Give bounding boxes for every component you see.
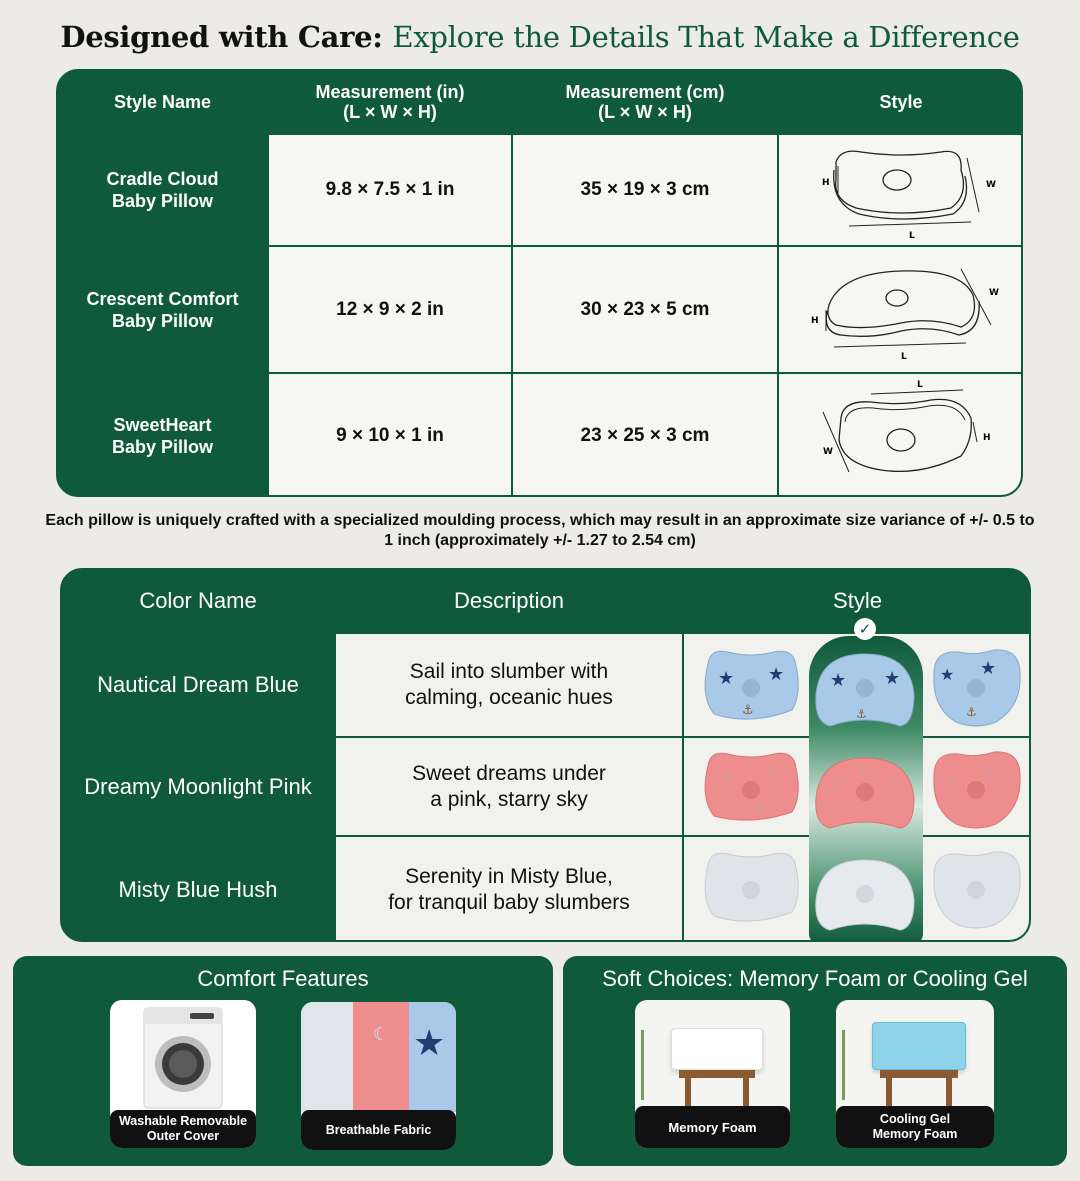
pillow-misty-heart <box>926 846 1026 932</box>
row-cm-sweetheart: 23 × 25 × 3 cm <box>513 374 777 497</box>
stool-leg <box>886 1078 892 1106</box>
color-desc-nautical: Sail into slumber with calming, oceanic hues <box>336 634 682 736</box>
pillow-misty-cradle <box>698 846 804 932</box>
foam-choices-title: Soft Choices: Memory Foam or Cooling Gel <box>602 966 1028 991</box>
size-table <box>56 69 1023 497</box>
header-style: Style <box>833 588 882 613</box>
label-w: W <box>989 287 999 298</box>
memory-foam-block <box>671 1028 763 1070</box>
color-desc-misty: Serenity in Misty Blue, for tranquil baby slumbers <box>336 837 682 942</box>
header-description: Description <box>453 588 565 613</box>
pillow-misty-crescent <box>810 850 920 934</box>
svg-text:★: ★ <box>830 670 847 690</box>
washing-machine-icon <box>140 1006 226 1110</box>
row-name-sweetheart: SweetHeart Baby Pillow <box>111 414 214 457</box>
comfort-features-title: Comfort Features <box>197 966 369 991</box>
foam-choices-panel <box>563 956 1067 1166</box>
row-cm-crescent-comfort: 30 × 23 × 5 cm <box>513 247 777 372</box>
svg-text:⚓: ⚓ <box>742 702 754 717</box>
label-h: H <box>811 315 819 326</box>
size-variance-note: Each pillow is uniquely crafted with a specialized moulding process, which may result in an approximate size variance of +/- 0.5 to 1 inch (approximately +/- 1.27 to 2.54 cm) <box>45 512 1035 549</box>
breathable-fabric-card <box>301 1002 456 1150</box>
svg-text:★: ★ <box>980 658 997 678</box>
stool-leg <box>743 1078 749 1108</box>
color-name-nautical: Nautical Dream Blue <box>97 672 299 697</box>
comfort-features-panel <box>13 956 553 1166</box>
svg-text:⚓: ⚓ <box>966 705 977 719</box>
pillow-nautical-crescent <box>810 644 920 734</box>
label-w: W <box>823 447 833 457</box>
svg-text:☾: ☾ <box>948 778 957 789</box>
crescent-comfort-outline-icon <box>801 255 1001 365</box>
color-name-pink: Dreamy Moonlight Pink <box>84 773 312 799</box>
moon-icon: ☾ <box>373 1024 390 1044</box>
memory-foam-label: Memory Foam <box>635 1106 790 1148</box>
cooling-gel-label: Cooling Gel Memory Foam <box>836 1106 994 1148</box>
pillow-nautical-cradle <box>698 644 804 730</box>
fabric-pink-swatch <box>353 1002 409 1112</box>
starfish-icon: ★ <box>413 1022 446 1063</box>
cradle-cloud-diagram <box>779 135 1023 245</box>
row-cm-cradle-cloud: 35 × 19 × 3 cm <box>513 135 777 245</box>
label-l: L <box>917 380 923 390</box>
stool-leg <box>685 1078 691 1108</box>
washable-cover-card <box>110 1000 256 1148</box>
fabric-misty-swatch <box>301 1002 353 1112</box>
color-table <box>60 568 1031 942</box>
washable-cover-label: Washable Removable Outer Cover <box>110 1110 256 1148</box>
label-l: L <box>909 231 915 240</box>
title-accent: Explore the Details That Make a Difference <box>392 20 1020 54</box>
breathable-fabric-label: Breathable Fabric <box>301 1110 456 1150</box>
svg-text:☾: ☾ <box>986 768 995 779</box>
svg-text:☾: ☾ <box>770 768 779 779</box>
header-style: Style <box>879 92 923 112</box>
memory-foam-card <box>635 1000 790 1148</box>
svg-text:☾: ☾ <box>758 804 767 815</box>
label-l: L <box>901 351 907 362</box>
page-title <box>0 20 1080 54</box>
svg-text:⚓: ⚓ <box>856 707 867 721</box>
color-name-misty: Misty Blue Hush <box>118 876 278 902</box>
header-measurement-cm: Measurement (cm) (L × W × H) <box>565 82 725 122</box>
check-icon: ✓ <box>854 618 876 640</box>
color-desc-pink: Sweet dreams under a pink, starry sky <box>336 738 682 835</box>
row-name-cradle-cloud: Cradle Cloud Baby Pillow <box>106 169 219 211</box>
pillow-pink-heart <box>926 746 1026 832</box>
pillow-pink-crescent <box>810 748 920 834</box>
row-inches-sweetheart: 9 × 10 × 1 in <box>269 374 511 497</box>
svg-text:★: ★ <box>940 667 955 684</box>
pillow-nautical-heart <box>926 644 1026 730</box>
svg-text:☾: ☾ <box>888 778 897 789</box>
svg-text:☾: ☾ <box>860 766 869 777</box>
pillow-pink-cradle <box>698 746 804 830</box>
row-inches-cradle-cloud: 9.8 × 7.5 × 1 in <box>269 135 511 245</box>
header-measurement-in: Measurement (in) (L × W × H) <box>315 82 465 122</box>
sweetheart-outline-icon <box>801 378 1001 493</box>
row-name-crescent-comfort: Crescent Comfort Baby Pillow <box>86 288 239 331</box>
sweetheart-diagram <box>779 374 1023 497</box>
cradle-cloud-outline-icon <box>801 140 1001 240</box>
stool-leg <box>946 1078 952 1106</box>
label-w: W <box>986 180 996 190</box>
svg-text:★: ★ <box>768 664 785 684</box>
cooling-gel-card <box>836 1000 994 1148</box>
svg-text:★: ★ <box>884 668 901 688</box>
label-h: H <box>983 433 991 443</box>
svg-text:★: ★ <box>718 668 735 688</box>
row-inches-crescent-comfort: 12 × 9 × 2 in <box>269 247 511 372</box>
plant-icon <box>641 1030 657 1100</box>
stool-top <box>880 1070 958 1078</box>
cooling-gel-block <box>872 1022 966 1070</box>
label-h: H <box>822 178 830 188</box>
svg-text:☾: ☾ <box>724 774 733 785</box>
plant-icon <box>842 1030 858 1100</box>
svg-text:☾: ☾ <box>834 780 843 791</box>
header-color-name: Color Name <box>139 588 257 613</box>
crescent-comfort-diagram <box>779 247 1023 372</box>
header-style-name: Style Name <box>113 92 212 112</box>
title-lead: Designed with Care: <box>60 20 383 54</box>
stool-top <box>679 1070 755 1078</box>
